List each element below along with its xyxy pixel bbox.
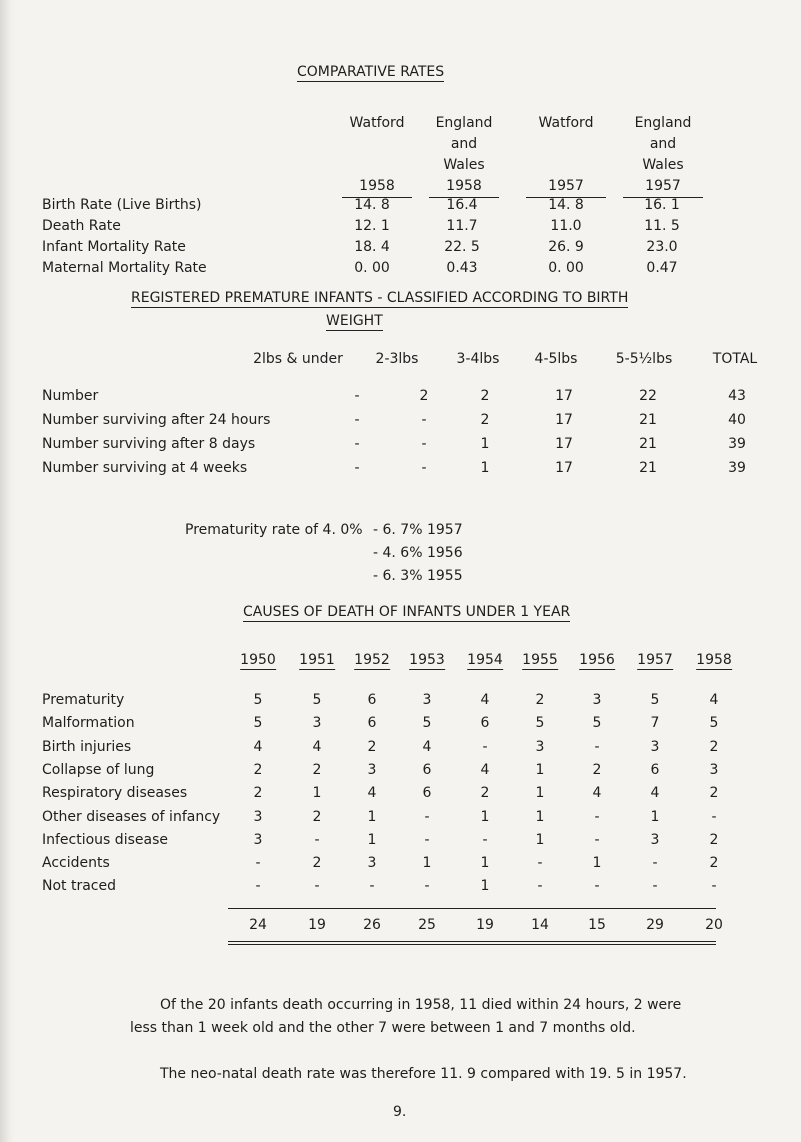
- causes-cell: 1: [480, 878, 490, 895]
- comparative-cell: 18. 4: [354, 239, 390, 255]
- causes-cell: 1: [535, 761, 545, 778]
- causes-cell: -: [314, 878, 320, 895]
- causes-cell: 2: [709, 738, 719, 755]
- summary-paragraph: Of the 20 infants death occurring in 1958, 11 died within 24 hours, 2 were less than 1 week old and the other 7 were between 1 and 7 months old.: [130, 997, 682, 1036]
- causes-cell: 1: [535, 831, 545, 848]
- premature-cell: -: [354, 388, 360, 404]
- causes-row-label: Prematurity: [42, 692, 125, 708]
- causes-cell: 1: [480, 855, 490, 872]
- causes-cell: 5: [592, 715, 602, 732]
- causes-cell: 6: [650, 761, 660, 778]
- neonatal-paragraph: The neo-natal death rate was therefore 11. 9 compared with 19. 5 in 1957.: [160, 1066, 687, 1082]
- causes-cell: 1: [480, 808, 490, 825]
- premature-cell: 1: [480, 436, 490, 452]
- comparative-cell: 22. 5: [444, 239, 480, 255]
- premature-row-label: Number surviving after 24 hours: [42, 412, 271, 428]
- causes-total-cell: 25: [418, 917, 436, 933]
- comparative-header-1-line-3: 1958: [429, 176, 499, 198]
- premature-cell: -: [421, 412, 427, 428]
- premature-cell: 2: [480, 388, 490, 404]
- premature-cell: -: [354, 460, 360, 476]
- prematurity-rate-1955: - 6. 3% 1955: [373, 568, 463, 584]
- causes-total-cell: 15: [588, 917, 606, 933]
- comparative-cell: 14. 8: [354, 197, 390, 213]
- comparative-row-label: Infant Mortality Rate: [42, 239, 186, 255]
- causes-cell: -: [424, 878, 430, 895]
- premature-cell: 21: [639, 460, 657, 476]
- premature-cell: 40: [728, 412, 746, 428]
- comparative-cell: 23.0: [646, 239, 678, 255]
- causes-cell: 3: [253, 808, 263, 825]
- causes-cell: 1: [367, 831, 377, 848]
- causes-cell: -: [594, 831, 600, 848]
- comparative-header-3-line-2: Wales: [642, 157, 684, 173]
- causes-row-label: Not traced: [42, 878, 116, 895]
- causes-cell: -: [424, 831, 430, 848]
- premature-cell: 2: [480, 412, 490, 428]
- causes-cell: 6: [480, 715, 490, 732]
- comparative-cell: 0. 00: [354, 260, 390, 276]
- causes-cell: 4: [367, 785, 377, 802]
- scan-edge: [0, 0, 14, 1142]
- causes-cell: 5: [253, 715, 263, 732]
- causes-cell: 1: [650, 808, 660, 825]
- causes-cell: 6: [367, 692, 377, 708]
- causes-cell: 2: [312, 855, 322, 872]
- causes-row-label: Collapse of lung: [42, 761, 155, 778]
- comparative-header-1-line-0: England: [435, 115, 493, 131]
- causes-cell: 2: [709, 785, 719, 802]
- premature-cell: 21: [639, 412, 657, 428]
- comparative-header-0-line-3: 1958: [342, 176, 412, 198]
- causes-double-rule: [228, 941, 716, 945]
- causes-cell: 1: [422, 855, 432, 872]
- comparative-header-2-line-3: 1957: [526, 176, 606, 198]
- causes-year-1957: 1957: [637, 652, 673, 668]
- causes-cell: -: [652, 855, 658, 872]
- comparative-row-label: Death Rate: [42, 218, 121, 234]
- comparative-cell: 12. 1: [354, 218, 390, 234]
- causes-cell: 1: [535, 785, 545, 802]
- premature-row-label: Number: [42, 388, 99, 404]
- causes-cell: 1: [312, 785, 322, 802]
- causes-cell: 3: [709, 761, 719, 778]
- comparative-cell: 16.4: [446, 197, 478, 213]
- premature-header-3: 4-5lbs: [534, 351, 578, 367]
- causes-cell: 5: [312, 692, 322, 708]
- causes-year-1954: 1954: [467, 652, 503, 668]
- premature-cell: -: [354, 436, 360, 452]
- page-number: 9.: [393, 1104, 407, 1120]
- premature-title-line1: REGISTERED PREMATURE INFANTS - CLASSIFIED ACCORDING TO BIRTH: [131, 290, 629, 306]
- comparative-header-1-line-1: and: [450, 136, 478, 152]
- causes-cell: 3: [422, 692, 432, 708]
- causes-cell: -: [537, 855, 543, 872]
- causes-cell: 2: [312, 808, 322, 825]
- comparative-header-3-line-1: and: [649, 136, 677, 152]
- comparative-cell: 0. 00: [548, 260, 584, 276]
- comparative-header-0-line-0: Watford: [349, 115, 405, 131]
- causes-cell: 2: [480, 785, 490, 802]
- causes-row-label: Birth injuries: [42, 738, 132, 755]
- causes-year-1958: 1958: [696, 652, 732, 668]
- causes-cell: 4: [480, 761, 490, 778]
- causes-cell: 3: [367, 855, 377, 872]
- comparative-cell: 16. 1: [644, 197, 680, 213]
- comparative-header-2-line-0: Watford: [538, 115, 594, 131]
- causes-cell: -: [369, 878, 375, 895]
- comparative-cell: 11. 5: [644, 218, 680, 234]
- causes-cell: 2: [312, 761, 322, 778]
- comparative-rates-title: COMPARATIVE RATES: [297, 64, 445, 80]
- comparative-row-label: Birth Rate (Live Births): [42, 197, 202, 213]
- premature-cell: -: [421, 460, 427, 476]
- comparative-header-3-line-0: England: [634, 115, 692, 131]
- causes-cell: 2: [592, 761, 602, 778]
- premature-row-label: Number surviving after 8 days: [42, 436, 256, 452]
- causes-cell: 3: [367, 761, 377, 778]
- premature-row-label: Number surviving at 4 weeks: [42, 460, 248, 476]
- causes-cell: -: [482, 738, 488, 755]
- comparative-cell: 0.43: [446, 260, 478, 276]
- causes-cell: 3: [650, 831, 660, 848]
- causes-cell: 4: [312, 738, 322, 755]
- comparative-row-label: Maternal Mortality Rate: [42, 260, 207, 276]
- causes-year-1952: 1952: [354, 652, 390, 668]
- causes-cell: 1: [535, 808, 545, 825]
- causes-cell: 3: [253, 831, 263, 848]
- causes-total-cell: 19: [476, 917, 494, 933]
- premature-cell: 17: [555, 436, 573, 452]
- causes-cell: -: [537, 878, 543, 895]
- comparative-header-1-line-2: Wales: [443, 157, 485, 173]
- causes-total-cell: 20: [705, 917, 723, 933]
- causes-cell: -: [652, 878, 658, 895]
- comparative-header-3-line-3: 1957: [623, 176, 703, 198]
- premature-header-2: 3-4lbs: [456, 351, 500, 367]
- premature-header-5: TOTAL: [712, 351, 758, 367]
- causes-cell: 2: [253, 761, 263, 778]
- causes-year-1950: 1950: [240, 652, 276, 668]
- causes-cell: -: [314, 831, 320, 848]
- causes-year-1956: 1956: [579, 652, 615, 668]
- causes-cell: 5: [650, 692, 660, 708]
- premature-cell: 2: [419, 388, 429, 404]
- premature-cell: -: [354, 412, 360, 428]
- causes-total-cell: 24: [249, 917, 267, 933]
- causes-cell: 2: [709, 855, 719, 872]
- prematurity-rate-intro: Prematurity rate of 4. 0%: [185, 522, 363, 538]
- comparative-cell: 0.47: [646, 260, 678, 276]
- causes-cell: 2: [535, 692, 545, 708]
- causes-cell: 5: [422, 715, 432, 732]
- causes-cell: 3: [650, 738, 660, 755]
- causes-cell: 5: [253, 692, 263, 708]
- causes-year-1955: 1955: [522, 652, 558, 668]
- causes-cell: -: [255, 878, 261, 895]
- causes-cell: -: [711, 878, 717, 895]
- causes-cell: -: [482, 831, 488, 848]
- premature-cell: 1: [480, 460, 490, 476]
- causes-cell: 2: [709, 831, 719, 848]
- causes-row-label: Malformation: [42, 715, 135, 732]
- causes-title: CAUSES OF DEATH OF INFANTS UNDER 1 YEAR: [243, 604, 571, 620]
- causes-cell: 6: [422, 761, 432, 778]
- premature-cell: 39: [728, 460, 746, 476]
- causes-cell: 3: [312, 715, 322, 732]
- causes-cell: 2: [367, 738, 377, 755]
- causes-year-1953: 1953: [409, 652, 445, 668]
- causes-total-cell: 19: [308, 917, 326, 933]
- causes-cell: 4: [253, 738, 263, 755]
- premature-cell: 39: [728, 436, 746, 452]
- causes-cell: 5: [535, 715, 545, 732]
- causes-cell: 7: [650, 715, 660, 732]
- premature-cell: 17: [555, 460, 573, 476]
- causes-row-label: Respiratory diseases: [42, 785, 188, 802]
- causes-cell: 2: [253, 785, 263, 802]
- causes-cell: -: [594, 808, 600, 825]
- premature-cell: 17: [555, 388, 573, 404]
- causes-total-cell: 14: [531, 917, 549, 933]
- causes-cell: -: [594, 878, 600, 895]
- causes-cell: 6: [367, 715, 377, 732]
- causes-cell: -: [594, 738, 600, 755]
- premature-cell: 21: [639, 436, 657, 452]
- causes-row-label: Infectious disease: [42, 831, 168, 848]
- causes-cell: -: [424, 808, 430, 825]
- causes-row-label: Accidents: [42, 855, 110, 872]
- causes-cell: 4: [650, 785, 660, 802]
- comparative-cell: 11.7: [446, 218, 478, 234]
- causes-cell: 6: [422, 785, 432, 802]
- prematurity-rate-1957: - 6. 7% 1957: [373, 522, 463, 538]
- premature-cell: 17: [555, 412, 573, 428]
- prematurity-rate-1956: - 4. 6% 1956: [373, 545, 463, 561]
- causes-cell: 1: [367, 808, 377, 825]
- premature-title-line2: WEIGHT: [326, 313, 383, 329]
- causes-cell: 1: [592, 855, 602, 872]
- premature-cell: 22: [639, 388, 657, 404]
- premature-header-0: 2lbs & under: [253, 351, 343, 367]
- causes-total-rule: [228, 908, 716, 909]
- causes-year-1951: 1951: [299, 652, 335, 668]
- causes-cell: 5: [709, 715, 719, 732]
- causes-cell: 3: [592, 692, 602, 708]
- premature-cell: 43: [728, 388, 746, 404]
- causes-total-cell: 29: [646, 917, 664, 933]
- comparative-cell: 26. 9: [548, 239, 584, 255]
- premature-header-1: 2-3lbs: [375, 351, 419, 367]
- causes-cell: 3: [535, 738, 545, 755]
- causes-total-cell: 26: [363, 917, 381, 933]
- causes-row-label: Other diseases of infancy: [42, 808, 221, 825]
- comparative-cell: 14. 8: [548, 197, 584, 213]
- premature-header-4: 5-5½lbs: [615, 351, 673, 367]
- causes-cell: 4: [422, 738, 432, 755]
- comparative-cell: 11.0: [550, 218, 582, 234]
- premature-cell: -: [421, 436, 427, 452]
- causes-cell: 4: [480, 692, 490, 708]
- causes-cell: -: [711, 808, 717, 825]
- causes-cell: 4: [592, 785, 602, 802]
- causes-cell: 4: [709, 692, 719, 708]
- causes-cell: -: [255, 855, 261, 872]
